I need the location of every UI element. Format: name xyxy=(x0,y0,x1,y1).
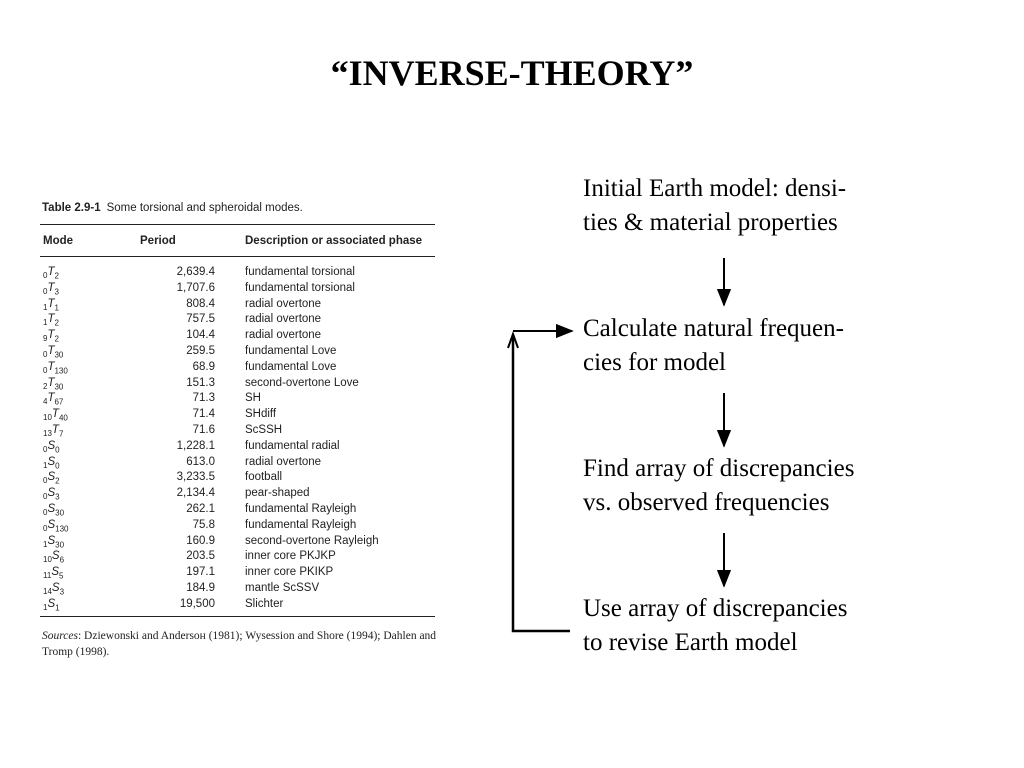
flow-step-initial-model: Initial Earth model: densi- ties & material properties xyxy=(583,175,847,236)
period-cell: 2,134.4 xyxy=(176,487,215,500)
period-cell: 203.5 xyxy=(186,550,215,563)
table-top-rule xyxy=(40,224,435,225)
mode-cell: $_{13}T_7$ xyxy=(43,423,64,439)
description-cell: fundamental torsional xyxy=(245,281,355,294)
description-cell: radial overtone xyxy=(245,455,322,468)
description-cell: fundamental Rayleigh xyxy=(245,502,357,515)
period-cell: 613.0 xyxy=(186,455,215,468)
table-row xyxy=(40,423,435,439)
flow-step-revise-model: Use array of discrepancies to revise Earth model xyxy=(583,595,848,656)
table-row xyxy=(40,470,435,486)
period-cell: 184.9 xyxy=(186,581,215,594)
description-cell: inner core PKIKP xyxy=(245,566,334,579)
mode-cell: $_0T_2$ xyxy=(43,266,59,281)
period-cell: 197.1 xyxy=(186,566,215,579)
table-caption-text: Some torsional and spheroidal modes. xyxy=(106,202,303,214)
description-cell: fundamental radial xyxy=(245,439,340,452)
mode-cell: $_2T_{30}$ xyxy=(43,376,64,391)
period-cell: 1,228.1 xyxy=(176,439,215,452)
mode-cell: $_1S_{30}$ xyxy=(43,534,65,549)
description-cell: second-overtone Love xyxy=(245,376,359,389)
period-cell: 808.4 xyxy=(186,297,215,310)
mode-cell: $_4T_{67}$ xyxy=(43,392,64,407)
table-row xyxy=(40,407,435,423)
flow-step-calculate-frequencies: Calculate natural frequen- cies for model xyxy=(583,315,844,376)
table-row xyxy=(40,344,435,360)
mode-cell: $_0S_{130}$ xyxy=(43,518,69,534)
period-cell: 68.9 xyxy=(192,360,215,373)
slide-title: “INVERSE-THEORY” xyxy=(330,53,694,93)
table-row xyxy=(40,281,435,297)
period-cell: 259.5 xyxy=(186,344,215,357)
period-cell: 757.5 xyxy=(186,313,215,326)
mode-cell: $_0T_3$ xyxy=(43,281,59,297)
table-row xyxy=(40,265,435,281)
table-row xyxy=(40,360,435,376)
description-cell: second-overtone Rayleigh xyxy=(245,534,379,547)
period-cell: 75.8 xyxy=(192,518,215,531)
flow-step-find-discrepancies: Find array of discrepancies vs. observed frequencies xyxy=(583,455,855,516)
table-row xyxy=(40,297,435,313)
period-cell: 1,707.6 xyxy=(176,281,215,294)
mode-cell: $_1S_1$ xyxy=(43,597,60,613)
sources-label: Sources xyxy=(42,630,78,642)
header-description: Description or associated phase xyxy=(245,235,423,247)
period-cell: 71.4 xyxy=(192,408,215,421)
period-cell: 2,639.4 xyxy=(176,266,215,278)
mode-cell: $_1T_1$ xyxy=(43,297,59,312)
mode-cell: $_1T_2$ xyxy=(43,313,59,328)
table-row xyxy=(40,565,435,581)
mode-cell: $_0T_{130}$ xyxy=(43,360,68,376)
description-cell: inner core PKJKP xyxy=(245,550,336,563)
description-cell: radial overtone xyxy=(245,297,322,310)
mode-table xyxy=(40,200,452,660)
mode-cell: $_0S_{30}$ xyxy=(43,502,65,518)
mode-cell: $_{10}T_{40}$ xyxy=(43,408,68,423)
table-row xyxy=(40,376,435,392)
description-cell: pear-shaped xyxy=(245,487,310,500)
description-cell: SH xyxy=(245,392,261,405)
description-cell: fundamental Love xyxy=(245,344,337,357)
description-cell: football xyxy=(245,471,283,484)
table-row xyxy=(40,581,435,597)
table-row xyxy=(40,534,435,550)
feedback-loop-arrowhead-up xyxy=(508,334,518,348)
mode-cell: $_{10}S_6$ xyxy=(43,550,65,565)
period-cell: 160.9 xyxy=(186,534,215,547)
header-period: Period xyxy=(140,235,176,247)
description-cell: mantle ScSSV xyxy=(245,581,320,594)
header-mode: Mode xyxy=(43,235,74,247)
mode-cell: $_0S_0$ xyxy=(43,439,60,455)
table-row xyxy=(40,597,435,613)
mode-cell: $_0S_2$ xyxy=(43,471,60,486)
table-row xyxy=(40,549,435,565)
table-row xyxy=(40,312,435,328)
table-row xyxy=(40,502,435,518)
period-cell: 3,233.5 xyxy=(176,471,215,484)
feedback-loop-line xyxy=(513,336,570,631)
mode-cell: $_0T_{30}$ xyxy=(43,344,64,360)
description-cell: fundamental Love xyxy=(245,360,337,373)
mode-cell: $_0S_3$ xyxy=(43,487,60,502)
table-header-rule xyxy=(40,256,435,257)
table-row xyxy=(40,455,435,471)
table-row xyxy=(40,486,435,502)
description-cell: fundamental torsional xyxy=(245,266,355,278)
table-sources xyxy=(42,628,442,660)
sources-text: : Dziewonski and Andersoн (1981); Wysession and Shore (1994); Dahlen and Tromp (1998). xyxy=(42,630,437,658)
period-cell: 71.6 xyxy=(192,423,215,436)
table-bottom-rule xyxy=(40,616,435,617)
description-cell: Slichter xyxy=(245,597,284,610)
period-cell: 104.4 xyxy=(186,329,215,342)
period-cell: 71.3 xyxy=(192,392,215,405)
table-row xyxy=(40,391,435,407)
table-row xyxy=(40,518,435,534)
description-cell: radial overtone xyxy=(245,329,322,342)
table-caption xyxy=(42,202,303,214)
mode-cell: $_1S_0$ xyxy=(43,455,60,470)
period-cell: 262.1 xyxy=(186,502,215,515)
description-cell: fundamental Rayleigh xyxy=(245,518,357,531)
mode-cell: $_{11}S_5$ xyxy=(43,566,64,581)
table-row xyxy=(40,328,435,344)
period-cell: 19,500 xyxy=(179,597,215,610)
description-cell: SHdiff xyxy=(245,408,277,421)
table-row xyxy=(40,439,435,455)
table-number: Table 2.9-1 xyxy=(42,202,101,214)
period-cell: 151.3 xyxy=(186,376,215,389)
description-cell: radial overtone xyxy=(245,313,322,326)
mode-cell: $_9T_2$ xyxy=(43,329,59,344)
table-body xyxy=(40,265,435,613)
mode-cell: $_{14}S_3$ xyxy=(43,581,65,597)
description-cell: ScSSH xyxy=(245,423,283,436)
